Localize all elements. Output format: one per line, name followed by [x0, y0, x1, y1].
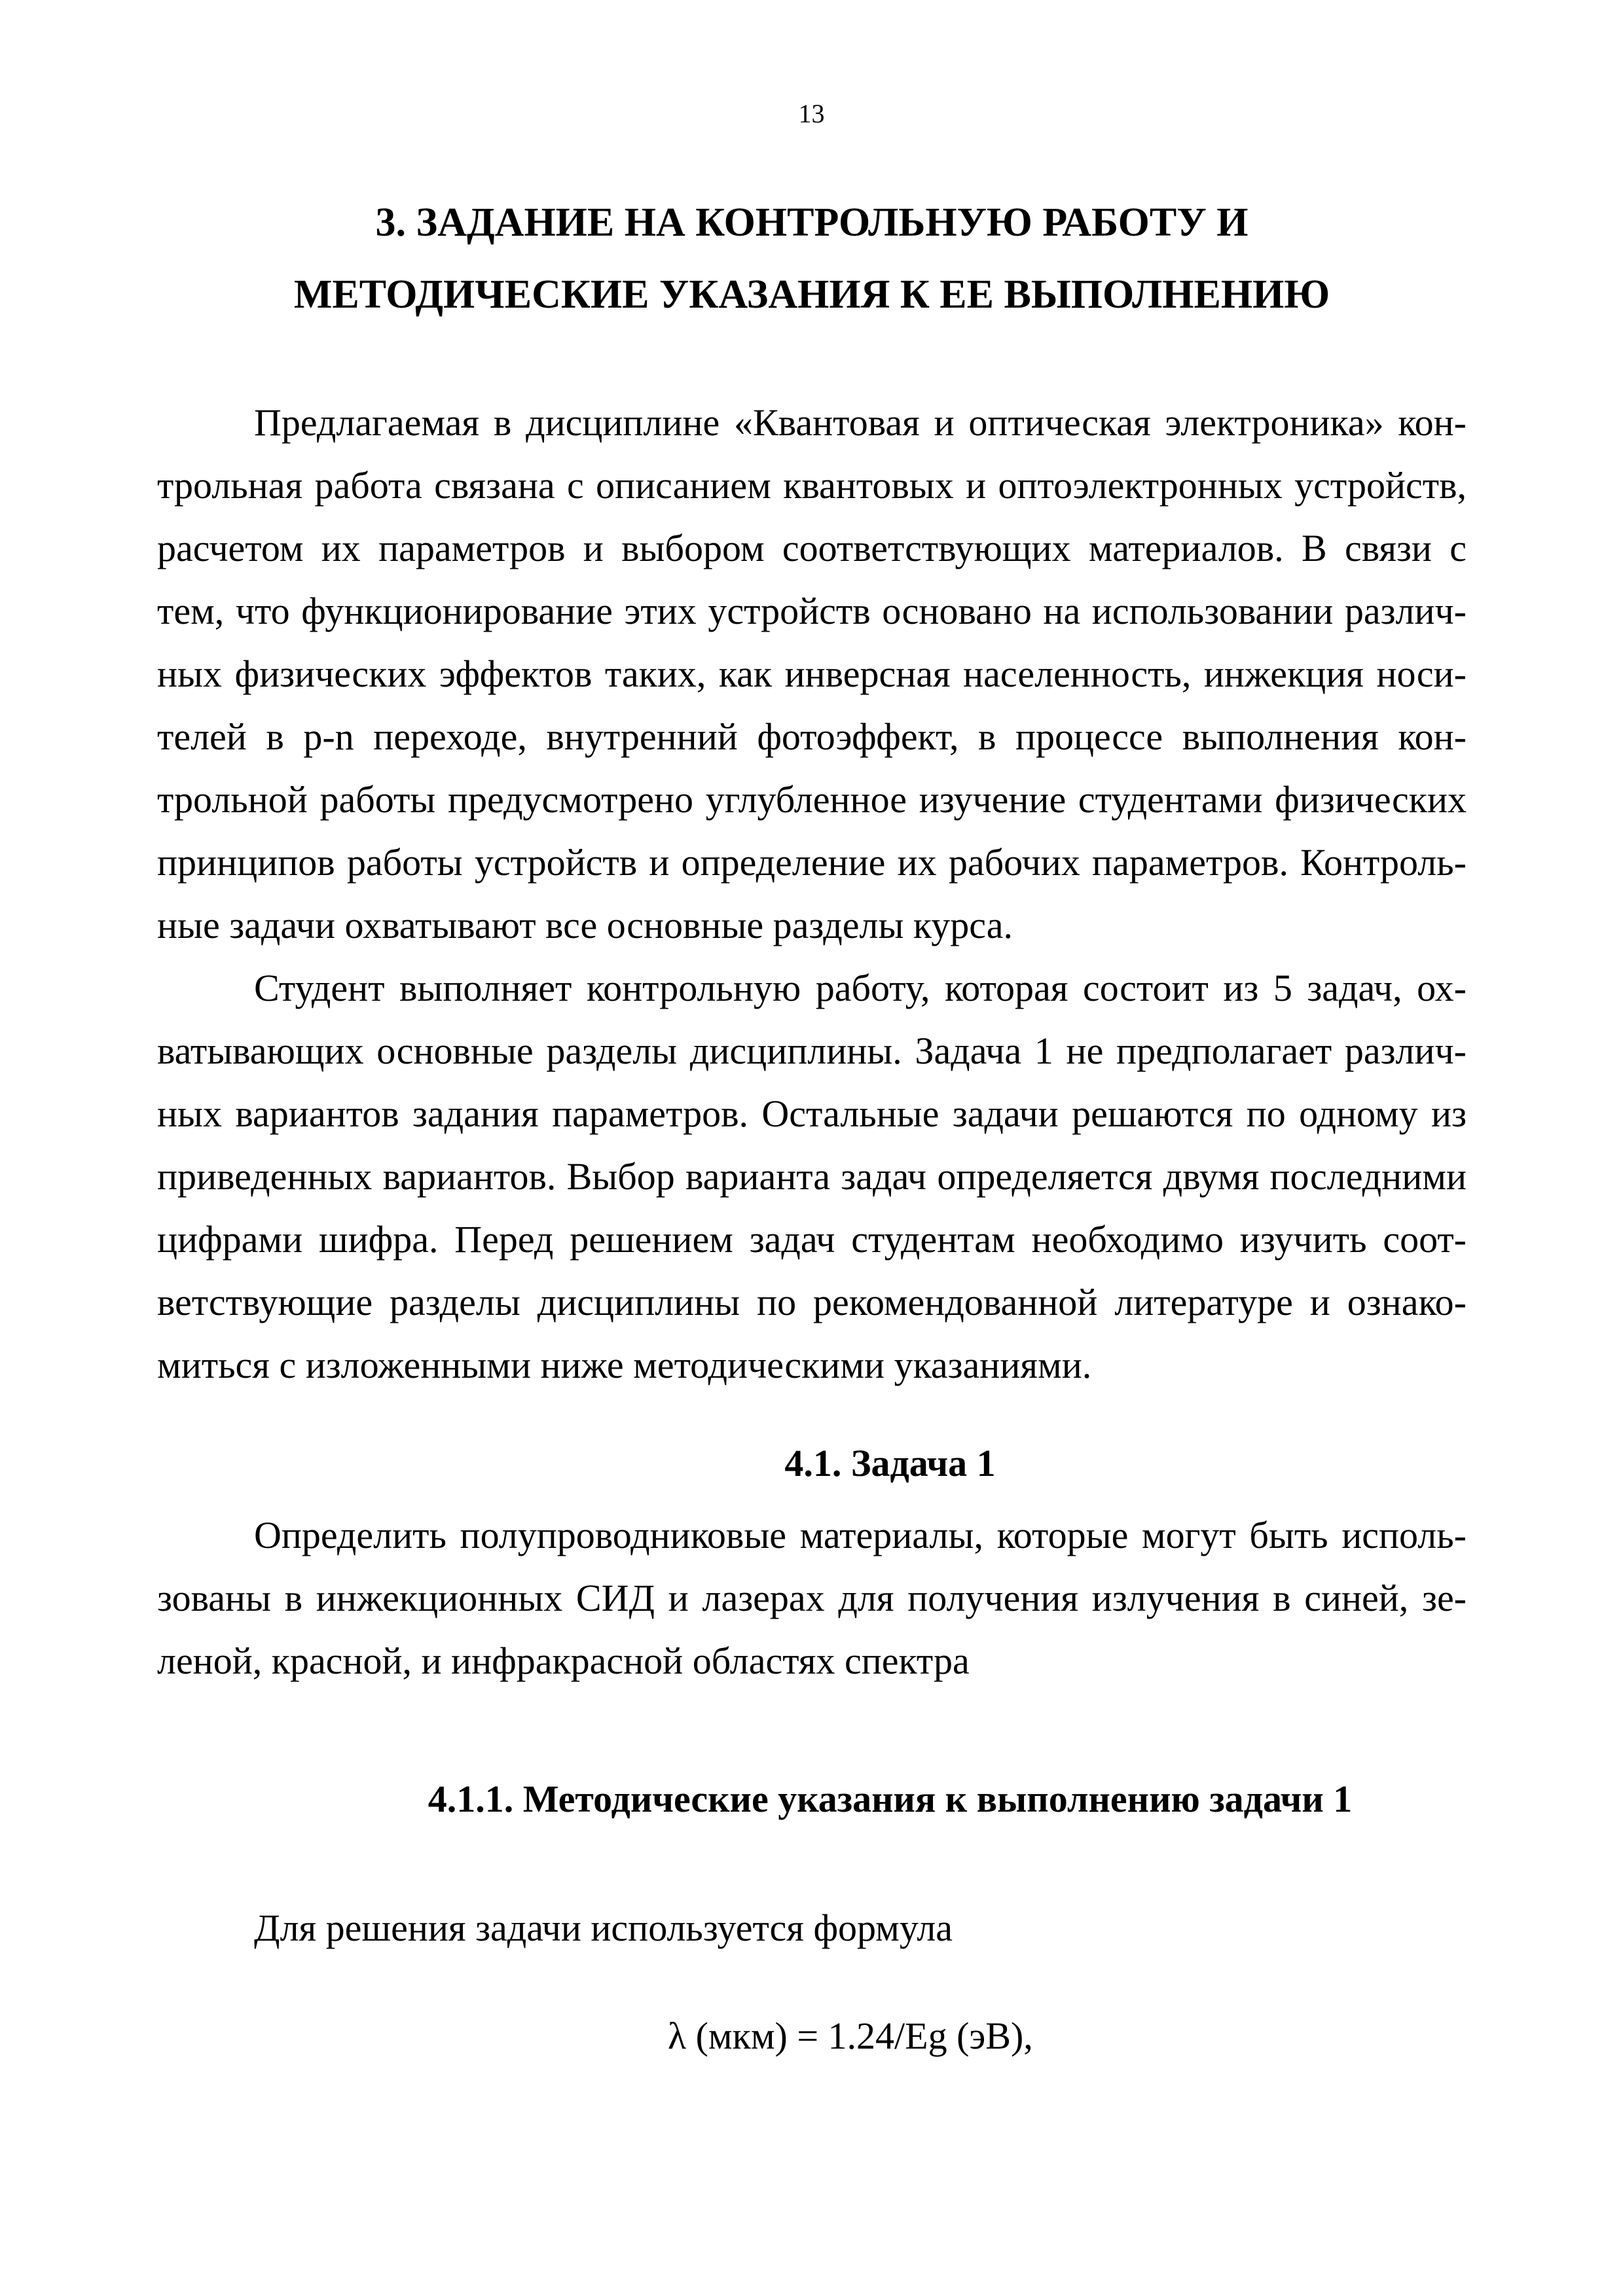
formula: λ (мкм) = 1.24/Eg (эВ), [668, 2015, 1033, 2057]
paragraph-line: ных вариантов задания параметров. Остальные задачи решаются по одному из [157, 1092, 1467, 1135]
paragraph-2 [157, 957, 1467, 1397]
paragraph-line: Предлагаемая в дисциплине «Квантовая и оптическая электроника» кон- [254, 401, 1467, 444]
paragraph-3 [157, 1504, 1467, 1693]
paragraph-line: расчетом их параметров и выбором соответствующих материалов. В связи с [157, 527, 1467, 569]
page-number: 13 [798, 99, 825, 128]
chapter-title-line-1: 3. ЗАДАНИЕ НА КОНТРОЛЬНУЮ РАБОТУ И [375, 200, 1249, 245]
paragraph-line: трольной работы предусмотрено углубленное изучение студентами физических [157, 778, 1467, 821]
paragraph-line: Определить полупроводниковые материалы, которые могут быть исполь- [254, 1514, 1467, 1556]
formula-intro: Для решения задачи используется формула [254, 1907, 953, 1949]
paragraph-line: ватывающих основные разделы дисциплины. Задача 1 не предполагает различ- [157, 1030, 1467, 1072]
section-heading-4-1: 4.1. Задача 1 [784, 1442, 996, 1484]
paragraph-line: Студент выполняет контрольную работу, которая состоит из 5 задач, ох- [254, 967, 1467, 1009]
paragraph-line: ных физических эффектов таких, как инверсная населенность, инжекция носи- [157, 653, 1467, 695]
paragraph-line: зованы в инжекционных СИД и лазерах для получения излучения в синей, зе- [157, 1577, 1467, 1619]
paragraph-line: приведенных вариантов. Выбор варианта задач определяется двумя последними [157, 1155, 1467, 1198]
paragraph-line: ветствующие разделы дисциплины по рекомендованной литературе и ознако- [157, 1281, 1467, 1323]
paragraph-line: принципов работы устройств и определение их рабочих параметров. Контроль- [157, 841, 1467, 884]
paragraph-line: леной, красной, и инфракрасной областях спектра [157, 1640, 970, 1682]
paragraph-line: тем, что функционирование этих устройств основано на использовании различ- [157, 590, 1467, 632]
paragraph-line: ные задачи охватывают все основные разделы курса. [157, 904, 1013, 946]
paragraph-line: трольная работа связана с описанием квантовых и оптоэлектронных устройств, [157, 464, 1467, 507]
chapter-title-line-2: МЕТОДИЧЕСКИЕ УКАЗАНИЯ К ЕЕ ВЫПОЛНЕНИЮ [293, 272, 1330, 317]
paragraph-line: цифрами шифра. Перед решением задач студентам необходимо изучить соот- [157, 1218, 1467, 1261]
chapter-title [157, 187, 1467, 331]
formula-intro-paragraph [157, 1897, 1467, 1960]
paragraph-1 [157, 391, 1467, 957]
paragraph-line: телей в p-n переходе, внутренний фотоэффект, в процессе выполнения кон- [157, 715, 1467, 758]
section-heading-4-1-1: 4.1.1. Методические указания к выполнению задачи 1 [428, 1778, 1353, 1820]
paragraph-line: миться с изложенными ниже методическими указаниями. [157, 1344, 1092, 1386]
